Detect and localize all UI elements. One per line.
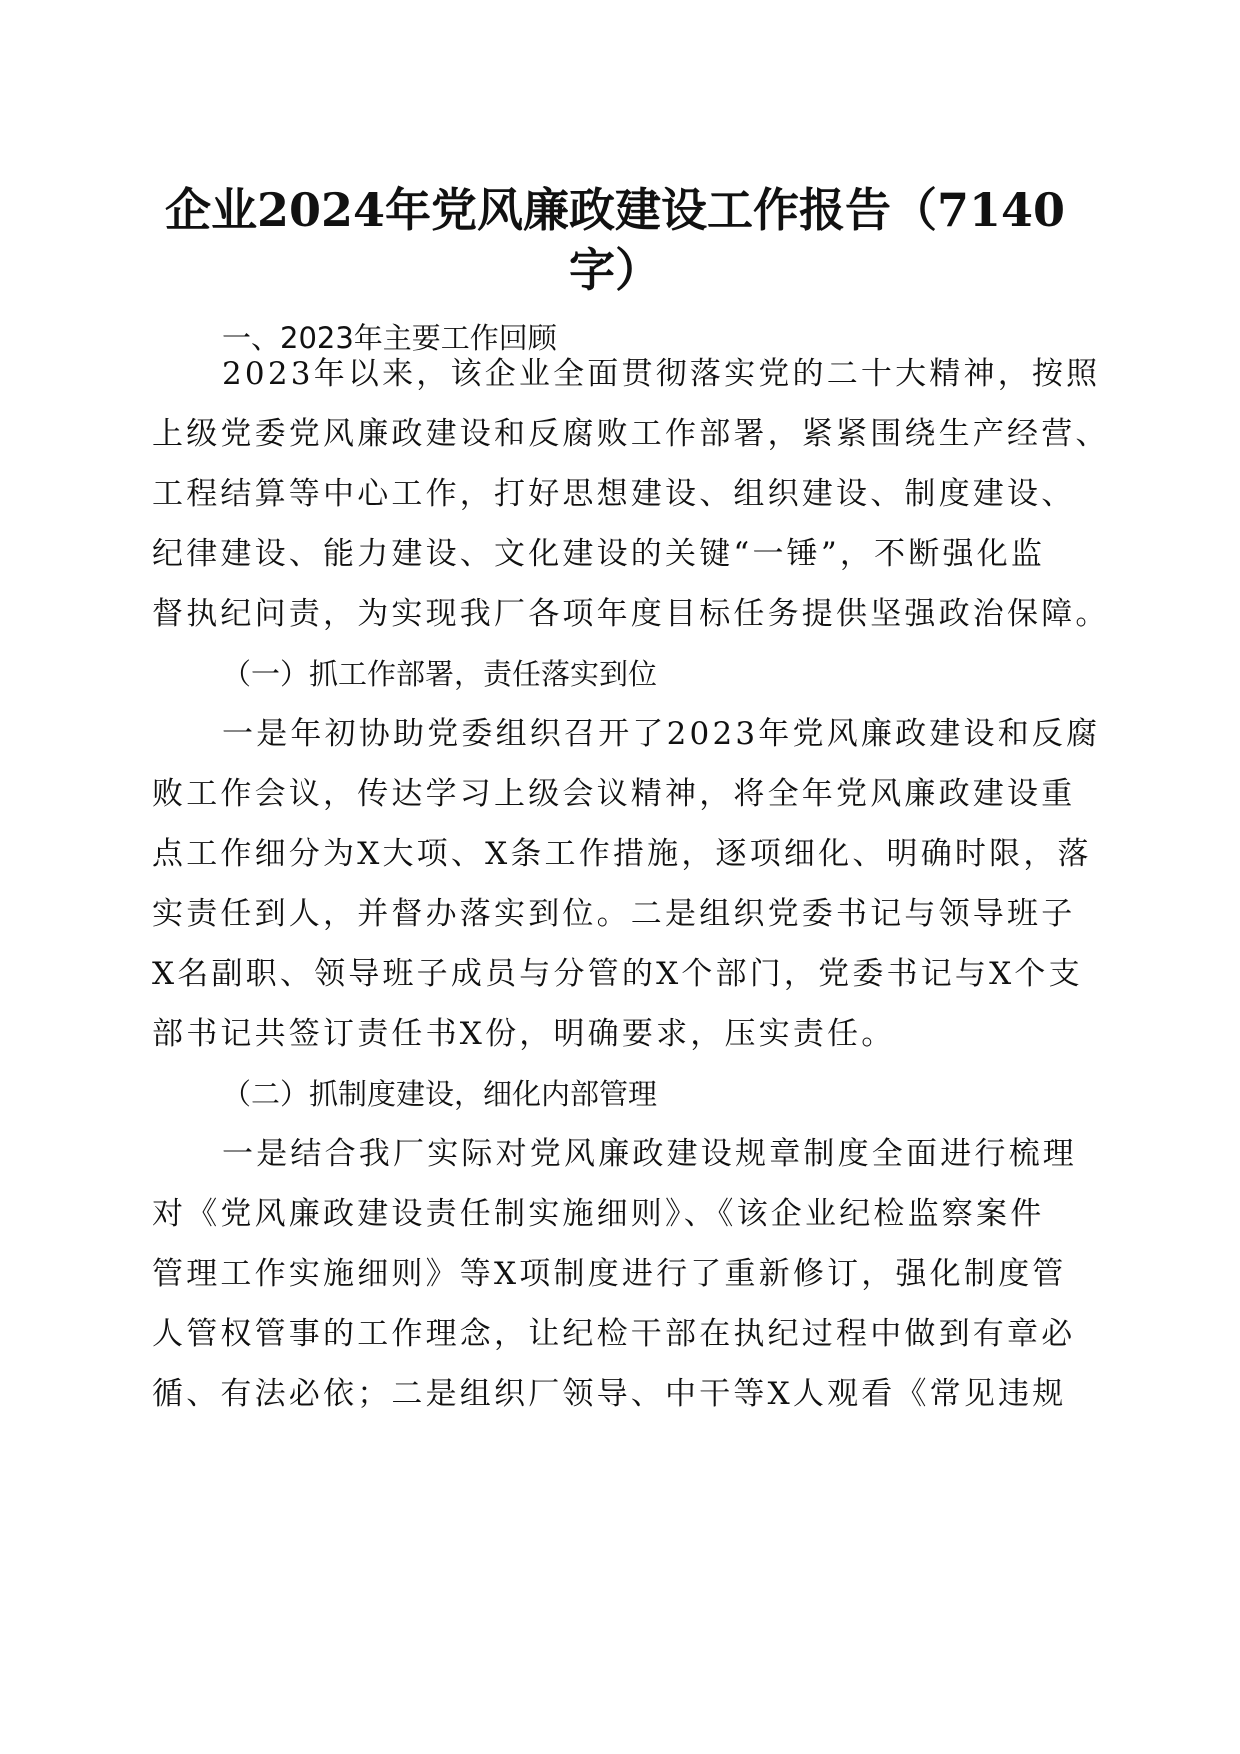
subsection-1-paragraph-line: X名副职、领导班子成员与分管的X个部门，党委书记与X个支 (152, 956, 1083, 992)
intro-paragraph-line: 2023年以来，该企业全面贯彻落实党的二十大精神，按照 (222, 356, 1101, 392)
subsection-1-paragraph-line: 实责任到人，并督办落实到位。二是组织党委书记与领导班子 (152, 896, 1076, 932)
subsection-2-paragraph-line: 一是结合我厂实际对党风廉政建设规章制度全面进行梳理 (222, 1136, 1077, 1172)
document-title-line-1: 企业2024年党风廉政建设工作报告（7140 (164, 183, 1066, 237)
intro-paragraph-line: 督执纪问责，为实现我厂各项年度目标任务提供坚强政治保障。 (152, 596, 1110, 632)
subsection-2-paragraph-line: 管理工作实施细则》等X项制度进行了重新修订，强化制度管 (152, 1256, 1067, 1292)
subsection-2-paragraph-line: 对《党风廉政建设责任制实施细则》、《该企业纪检监察案件 (152, 1196, 1045, 1232)
subsection-2-paragraph-line: 循、有法必依；二是组织厂领导、中干等X人观看《常见违规 (152, 1376, 1067, 1412)
subsection-2-heading: （二）抓制度建设，细化内部管理 (222, 1077, 658, 1111)
document-title-line-2: 字） (569, 243, 661, 297)
subsection-1-paragraph-line: 点工作细分为X大项、X条工作措施，逐项细化、明确时限，落 (152, 836, 1092, 872)
subsection-1-heading: （一）抓工作部署，责任落实到位 (222, 657, 658, 691)
intro-paragraph-line: 上级党委党风廉政建设和反腐败工作部署，紧紧围绕生产经营、 (152, 416, 1110, 452)
subsection-1-paragraph-line: 部书记共签订责任书X份，明确要求，压实责任。 (152, 1016, 896, 1052)
subsection-1-paragraph-line: 一是年初协助党委组织召开了2023年党风廉政建设和反腐 (222, 716, 1101, 752)
intro-paragraph-line: 工程结算等中心工作，打好思想建设、组织建设、制度建设、 (152, 476, 1076, 512)
subsection-1-paragraph-line: 败工作会议，传达学习上级会议精神，将全年党风廉政建设重 (152, 776, 1076, 812)
intro-paragraph-line: 纪律建设、能力建设、文化建设的关键“一锤”，不断强化监 (152, 536, 1046, 572)
subsection-2-paragraph-line: 人管权管事的工作理念，让纪检干部在执纪过程中做到有章必 (152, 1316, 1076, 1352)
section-1-heading: 一、2023年主要工作回顾 (222, 321, 557, 355)
